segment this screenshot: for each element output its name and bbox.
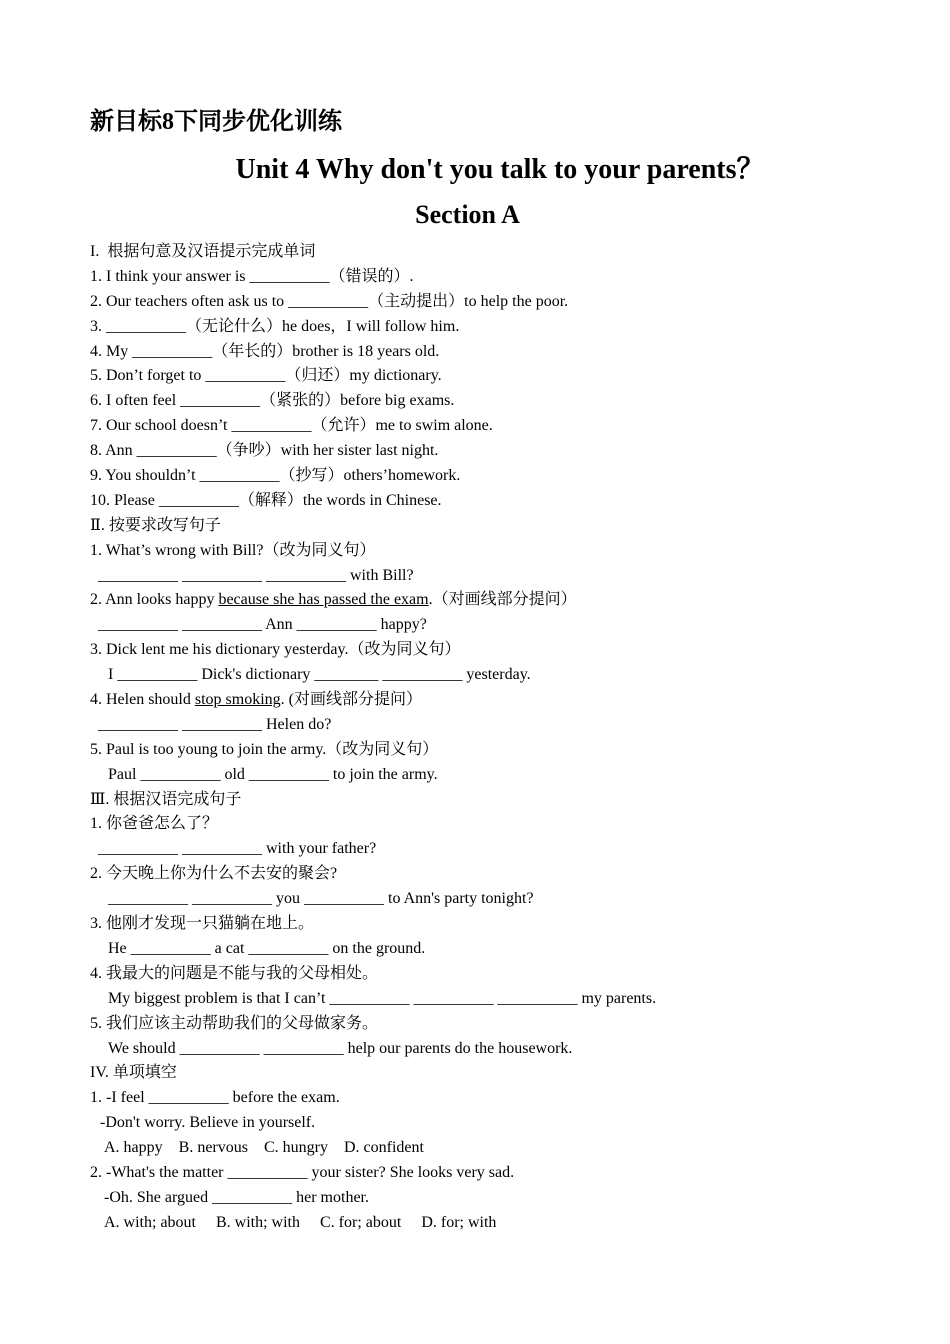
s2-question-3: 3. Dick lent me his dictionary yesterday.（改为同义句）	[90, 641, 461, 659]
s3-question-5: 5. 我们应该主动帮助我们的父母做家务。	[90, 1014, 379, 1032]
exercise-content	[90, 240, 930, 1236]
section-4-heading: IV. 单项填空	[90, 1064, 177, 1082]
s1-item-8: 8. Ann __________（争吵）with her sister last night.	[90, 442, 439, 460]
section-3-heading: Ⅲ. 根据汉语完成句子	[90, 790, 242, 808]
s2-answer-2: __________ __________ Ann __________ happy?	[98, 616, 427, 634]
s2-q4-post: . (对画线部分提问）	[280, 691, 423, 709]
s2-q4-underlined: stop smoking	[194, 691, 281, 709]
s2-q2-underlined: because she has passed the exam	[218, 591, 429, 609]
s3-answer-2: __________ __________ you __________ to Ann's party tonight?	[108, 890, 534, 908]
s1-item-7: 7. Our school doesn’t __________（允许）me to swim alone.	[90, 417, 493, 435]
s1-item-1: 1. I think your answer is __________（错误的）.	[90, 267, 414, 285]
s3-question-3: 3. 他刚才发现一只猫躺在地上。	[90, 915, 315, 933]
s1-item-5: 5. Don’t forget to __________（归还）my dictionary.	[90, 367, 442, 385]
s3-question-1: 1. 你爸爸怎么了？	[90, 815, 219, 833]
s3-answer-5: We should __________ __________ help our parents do the housework.	[108, 1039, 573, 1057]
s2-question-2	[90, 588, 930, 613]
s3-question-2: 2. 今天晚上你为什么不去安的聚会?	[90, 865, 338, 883]
s1-item-3: 3. __________（无论什么）he does，I will follow him.	[90, 317, 460, 335]
s3-answer-3: He __________ a cat __________ on the ground.	[108, 939, 426, 957]
section-2-heading: Ⅱ. 按要求改写句子	[90, 516, 221, 534]
s2-answer-4: __________ __________ Helen do?	[98, 715, 332, 733]
s1-item-10: 10. Please __________（解释）the words in Chinese.	[90, 491, 442, 509]
s2-question-4	[90, 688, 930, 713]
s2-q2-post: .（对画线部分提问）	[428, 591, 577, 609]
s2-answer-1: __________ __________ __________ with Bill?	[98, 566, 414, 584]
s1-item-2: 2. Our teachers often ask us to __________（主动提出）to help the poor.	[90, 292, 569, 310]
s4-question-1: 1. -I feel __________ before the exam.	[90, 1089, 340, 1107]
section-title: Section A	[415, 200, 520, 229]
series-header: 新目标8下同步优化训练	[90, 109, 342, 135]
s4-question-2-options: A. with; about B. with; with C. for; about D. for; with	[104, 1213, 497, 1231]
s4-question-1-reply: -Don't worry. Believe in yourself.	[100, 1114, 316, 1132]
s2-answer-5: Paul __________ old __________ to join the army.	[108, 765, 438, 783]
s2-question-5: 5. Paul is too young to join the army.（改为同义句）	[90, 740, 439, 758]
s2-q4-pre: 4. Helen should	[90, 691, 195, 709]
s3-answer-4: My biggest problem is that I can’t __________ __________ __________ my parents.	[108, 989, 657, 1007]
s1-item-9: 9. You shouldn’t __________（抄写）others’homework.	[90, 467, 461, 485]
s2-answer-3: I __________ Dick's dictionary ________ __________ yesterday.	[108, 666, 531, 684]
s4-question-2: 2. -What's the matter __________ your sister? She looks very sad.	[90, 1163, 515, 1181]
section-1-heading: I. 根据句意及汉语提示完成单词	[90, 243, 316, 260]
s2-q2-pre: 2. Ann looks happy	[90, 591, 219, 609]
s1-item-6: 6. I often feel __________（紧张的）before big exams.	[90, 392, 455, 410]
unit-title: Unit 4 Why don't you talk to your parents？	[235, 154, 765, 185]
s3-answer-1: __________ __________ with your father?	[98, 840, 377, 858]
s3-question-4: 4. 我最大的问题是不能与我的父母相处。	[90, 964, 379, 982]
s4-question-1-options: A. happy B. nervous C. hungry D. confident	[104, 1139, 424, 1157]
s2-question-1: 1. What’s wrong with Bill?（改为同义句）	[90, 541, 376, 559]
s1-item-4: 4. My __________（年长的）brother is 18 years old.	[90, 342, 440, 360]
s4-question-2-reply: -Oh. She argued __________ her mother.	[104, 1188, 369, 1206]
